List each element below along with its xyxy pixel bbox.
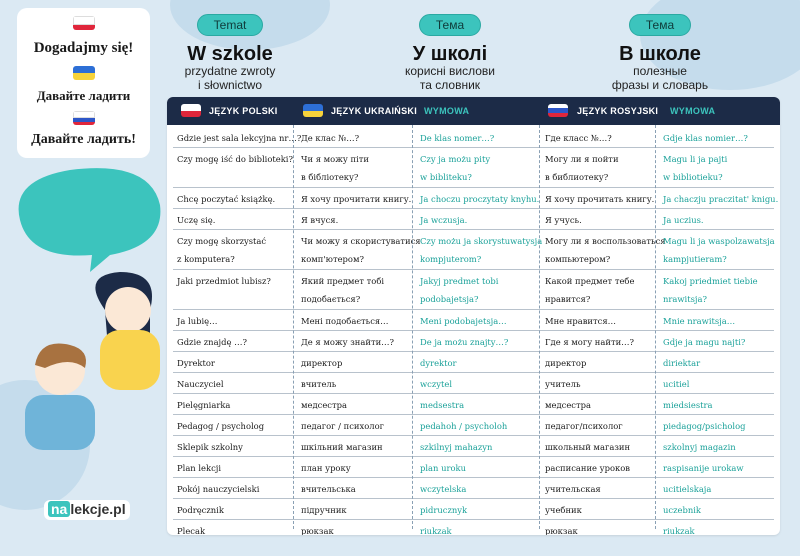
cell-russian: учительская [545, 484, 601, 494]
cell-ukrainian-pronunciation: plan uroku [420, 463, 466, 473]
cell-russian-pronunciation: Mnie nrawitsja… [663, 316, 736, 326]
slogan-card [17, 8, 150, 158]
table-row [167, 127, 780, 148]
cell-russian: учебник [545, 505, 582, 515]
slogan-polish: Dogadajmy się! [33, 40, 134, 56]
table-row [167, 209, 780, 230]
cell-polish: Dyrektor [177, 358, 215, 368]
column-divider [293, 125, 294, 529]
cell-polish: Gdzie jest sala lekcyjna nr…? [177, 133, 302, 143]
cell-ukrainian-pronunciation: medsestra [420, 400, 465, 410]
cell-polish: Plecak [177, 526, 206, 535]
cell-russian-pronunciation: Ja chaczju prаczitat' knigu. [663, 194, 779, 204]
table-row [167, 331, 780, 352]
russia-flag-icon [548, 104, 568, 117]
cell-russian-pronunciation: ucitiel [663, 379, 690, 389]
cell-russian: педагог/психолог [545, 421, 623, 431]
table-row [167, 373, 780, 394]
heading-title: W szkole [187, 43, 273, 65]
cell-ukrainian: шкільний магазин [301, 442, 383, 452]
cell-ukrainian: підручник [301, 505, 347, 515]
cell-russian: школьный магазин [545, 442, 631, 452]
topic-pill: Тема [629, 14, 691, 36]
cell-ukrainian: Де я можу знайти…? [301, 337, 395, 347]
table-row [167, 415, 780, 436]
heading-subtitle: przydatne zwroty [184, 64, 276, 78]
table-row [167, 520, 780, 535]
cell-ukrainian-pronunciation: wczytelska [420, 484, 467, 494]
nalekcje-logo[interactable] [44, 500, 130, 520]
cell-russian: Я хочу прочитать книгу. [545, 194, 655, 204]
table-row [167, 230, 780, 270]
table-row [167, 310, 780, 331]
poland-flag-icon [181, 104, 201, 117]
column-divider [412, 125, 413, 529]
column-heading-russian [590, 14, 730, 92]
heading-title: В школе [619, 43, 701, 65]
cell-russian-pronunciation: riukzak [663, 526, 695, 535]
table-header [167, 97, 780, 125]
poland-flag-icon [73, 16, 95, 30]
slogan-russian: Давайте ладить! [31, 132, 136, 147]
cell-russian: директор [545, 358, 587, 368]
logo-prefix: na [48, 501, 70, 517]
cell-polish: Pedagog / psycholog [177, 421, 265, 431]
cell-russian: Где класс №…? [545, 133, 612, 143]
cell-russian: Мне нравится… [545, 316, 616, 326]
cell-polish: Podręcznik [177, 505, 224, 515]
cell-ukrainian: Мені подобається… [301, 316, 389, 326]
ukraine-flag-icon [303, 104, 323, 117]
column-heading-polish [160, 14, 300, 92]
cell-russian: Какой предмет тебе нравится? [545, 276, 635, 304]
header-russian: JĘZYK ROSYJSKI [577, 106, 659, 116]
cell-russian-pronunciation: uczebnik [663, 505, 701, 515]
cell-polish: Gdzie znajdę …? [177, 337, 248, 347]
cell-ukrainian-pronunciation: Czy ja możu pity w bibliteku? [420, 154, 491, 182]
cell-russian-pronunciation: raspisanije urokaw [663, 463, 744, 473]
cell-ukrainian: вчительська [301, 484, 356, 494]
table-row [167, 436, 780, 457]
table-row [167, 394, 780, 415]
cell-russian-pronunciation: szkolnyj magazin [663, 442, 736, 452]
russia-flag-icon [73, 111, 95, 125]
cell-polish: Pielęgniarka [177, 400, 231, 410]
cell-ukrainian: Чи я можу піти в бібліотеку? [301, 154, 369, 182]
table-row [167, 270, 780, 310]
cell-russian: Могу ли я пойти в библиотеку? [545, 154, 619, 182]
table-row [167, 478, 780, 499]
cell-russian-pronunciation: Magu li ja waspolzawatsja kampjutieram? [663, 236, 775, 264]
heading-subtitle: полезные [633, 64, 687, 78]
cell-ukrainian: вчитель [301, 379, 337, 389]
cell-russian-pronunciation: ucitielskaja [663, 484, 712, 494]
logo-suffix: lekcje.pl [70, 501, 126, 517]
cell-ukrainian-pronunciation: riukzak [420, 526, 452, 535]
characters-illustration [0, 160, 170, 460]
header-polish: JĘZYK POLSKI [209, 106, 278, 116]
cell-ukrainian-pronunciation: pidrucznyk [420, 505, 468, 515]
cell-ukrainian: Де клас №…? [301, 133, 360, 143]
cell-ukrainian: рюкзак [301, 526, 334, 535]
heading-subtitle: i słownictwo [197, 78, 263, 92]
cell-russian-pronunciation: Gdje klas nomier…? [663, 133, 748, 143]
heading-subtitle: корисні вислови [404, 64, 496, 78]
cell-ukrainian-pronunciation: De ja możu znajty…? [420, 337, 509, 347]
cell-ukrainian-pronunciation: De klas nomer…? [420, 133, 495, 143]
cell-russian: медсестра [545, 400, 591, 410]
cell-ukrainian: план уроку [301, 463, 351, 473]
header-russian-pronunciation: WYMOWA [670, 106, 716, 116]
cell-ukrainian-pronunciation: Ja choczu proczytaty knyhu. [420, 194, 540, 204]
table-row [167, 457, 780, 478]
cell-russian: учитель [545, 379, 581, 389]
cell-ukrainian-pronunciation: pedahoh / psycholoh [420, 421, 508, 431]
cell-russian-pronunciation: Ja uczius. [663, 215, 704, 225]
topic-pill: Temat [197, 14, 264, 36]
cell-russian: Я учусь. [545, 215, 582, 225]
cell-ukrainian-pronunciation: dyrektor [420, 358, 457, 368]
cell-russian: рюкзак [545, 526, 578, 535]
table-row [167, 148, 780, 188]
cell-ukrainian-pronunciation: Ja wczusja. [420, 215, 468, 225]
cell-polish: Chcę poczytać książkę. [177, 194, 276, 204]
cell-polish: Ja lubię… [177, 316, 218, 326]
cell-ukrainian-pronunciation: wczytel [420, 379, 453, 389]
cell-ukrainian-pronunciation: Jakyj predmet tobi podobajetsja? [420, 276, 499, 304]
cell-ukrainian-pronunciation: Czy możu ja skorystuwatysja kompjuterom? [420, 236, 543, 264]
table-row [167, 352, 780, 373]
cell-ukrainian-pronunciation: Meni podobajetsja… [420, 316, 507, 326]
topic-pill: Тема [419, 14, 481, 36]
cell-polish: Czy mogę iść do biblioteki? [177, 154, 293, 164]
ukraine-flag-icon [73, 66, 95, 80]
column-heading-ukrainian [380, 14, 520, 92]
cell-russian-pronunciation: piedagog/psicholog [663, 421, 746, 431]
cell-ukrainian: медсестра [301, 400, 347, 410]
cell-polish: Plan lekcji [177, 463, 222, 473]
cell-ukrainian: Я хочу прочитати книгу. [301, 194, 412, 204]
cell-polish: Uczę się. [177, 215, 216, 225]
cell-russian-pronunciation: Magu li ja pajti w bibliotieku? [663, 154, 728, 182]
cell-ukrainian: педагог / психолог [301, 421, 385, 431]
heading-subtitle: фразы и словарь [611, 78, 709, 92]
column-divider [655, 125, 656, 529]
cell-ukrainian: Чи можу я скористуватися комп'ютером? [301, 236, 421, 264]
heading-title: У школі [412, 43, 488, 65]
cell-russian-pronunciation: Kakoj priedmiet tiebie nrawitsja? [663, 276, 758, 304]
cell-polish: Sklepik szkolny [177, 442, 243, 452]
cell-russian-pronunciation: Gdje ja magu najti? [663, 337, 746, 347]
cell-ukrainian: Який предмет тобі подобається? [301, 276, 385, 304]
cell-polish: Nauczyciel [177, 379, 224, 389]
cell-polish: Pokój nauczycielski [177, 484, 260, 494]
cell-ukrainian: директор [301, 358, 343, 368]
column-divider [539, 125, 540, 529]
header-ukrainian: JĘZYK UKRAIŃSKI [331, 106, 418, 116]
cell-russian-pronunciation: diriektar [663, 358, 701, 368]
cell-ukrainian-pronunciation: szkilnyj mahazyn [420, 442, 493, 452]
slogan-ukrainian: Давайте ладити [36, 88, 131, 103]
cell-russian: Где я могу найти…? [545, 337, 635, 347]
cell-ukrainian: Я вчуся. [301, 215, 339, 225]
phrase-table [167, 97, 780, 535]
table-row [167, 188, 780, 209]
cell-polish: Jaki przedmiot lubisz? [177, 276, 271, 286]
heading-subtitle: та словник [419, 78, 481, 92]
header-ukrainian-pronunciation: WYMOWA [424, 106, 470, 116]
cell-polish: Czy mogę skorzystać z komputera? [177, 236, 267, 264]
table-row [167, 499, 780, 520]
cell-russian: Могу ли я воспользоваться компьютером? [545, 236, 666, 264]
cell-russian: расписание уроков [545, 463, 630, 473]
cell-russian-pronunciation: miedsiestra [663, 400, 713, 410]
